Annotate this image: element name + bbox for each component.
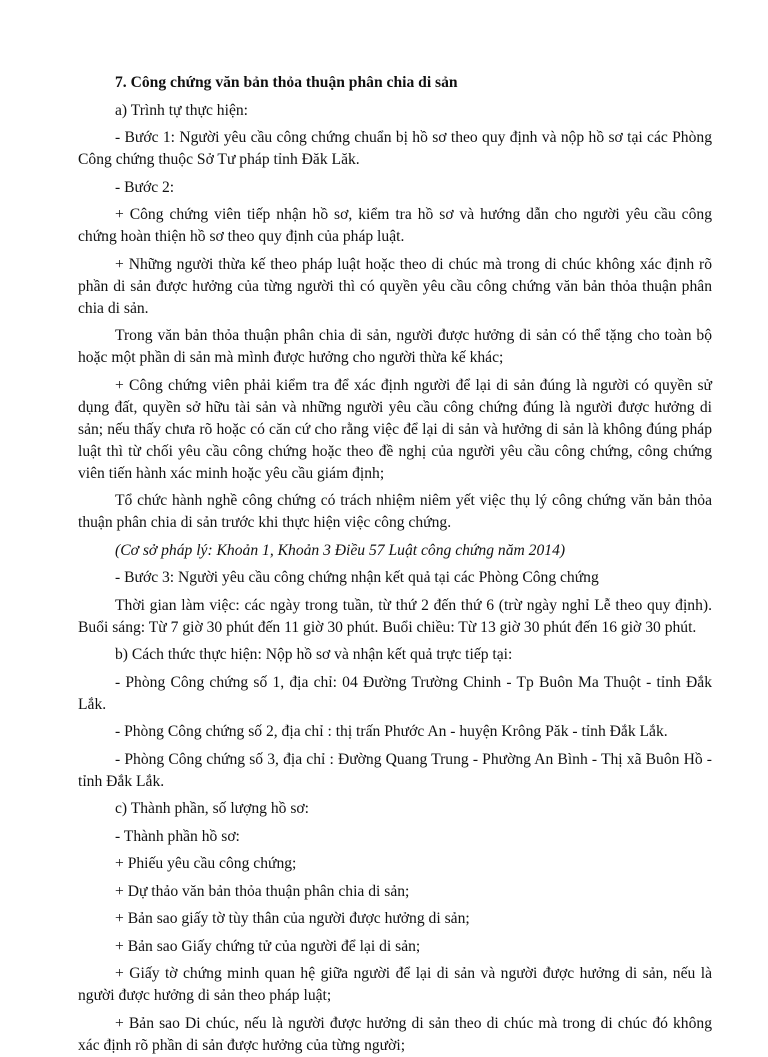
office-2-address: - Phòng Công chứng số 2, địa chỉ : thị trấn Phước An - huyện Krông Păk - tỉnh Đắk Lắk. xyxy=(115,723,668,740)
subsection-b-heading: b) Cách thức thực hiện: Nộp hồ sơ và nhận kết quả trực tiếp tại: xyxy=(115,646,513,663)
step-2-heading: - Bước 2: xyxy=(115,178,175,196)
dossier-item-death-certificate: + Bản sao Giấy chứng tử của người để lại di sản; xyxy=(115,937,421,955)
working-hours-paragraph: Thời gian làm việc: các ngày trong tuần, từ thứ 2 đến thứ 6 (trừ ngày nghỉ Lễ theo quy định). Buổi sáng: Từ 7 giờ 30 phút đến 11 giờ 30 phút. Buổi chiều: Từ 13 giờ 30 phút đến 16 giờ 30 phút. xyxy=(78,596,712,636)
dossier-item-request-form: + Phiếu yêu cầu công chứng; xyxy=(115,855,297,872)
step-1-paragraph: - Bước 1: Người yêu cầu công chứng chuẩn bị hồ sơ theo quy định và nộp hồ sơ tại các Phòng Công chứng thuộc Sở Tư pháp tỉnh Đăk Lăk. xyxy=(78,129,712,168)
dossier-components-heading: - Thành phần hồ sơ: xyxy=(115,827,240,845)
dossier-item-relationship-proof: + Giấy tờ chứng minh quan hệ giữa người để lại di sản và người được hưởng di sản, nếu là người được hưởng di sản theo pháp luật; xyxy=(78,965,712,1004)
dossier-item-will-copy: + Bản sao Di chúc, nếu là người được hưởng di sản theo di chúc mà trong di chúc đó không xác định rõ phần di sản được hưởng của từng người; xyxy=(78,1014,712,1054)
step-2-item-reception: + Công chứng viên tiếp nhận hồ sơ, kiểm tra hồ sơ và hướng dẫn cho người yêu cầu công chứng hoàn thiện hồ sơ theo quy định của pháp luật. xyxy=(78,206,712,245)
legal-basis-note: (Cơ sở pháp lý: Khoản 1, Khoản 3 Điều 57 Luật công chứng năm 2014) xyxy=(115,541,566,559)
office-1-address: - Phòng Công chứng số 1, địa chỉ: 04 Đường Trường Chinh - Tp Buôn Ma Thuột - tỉnh Đắk Lắk. xyxy=(78,673,712,713)
office-3-address: - Phòng Công chứng số 3, địa chỉ : Đường Quang Trung - Phường An Bình - Thị xã Buôn Hồ - tỉnh Đắk Lắk. xyxy=(78,750,712,790)
step-3-paragraph: - Bước 3: Người yêu cầu công chứng nhận kết quả tại các Phòng Công chứng xyxy=(115,569,599,586)
step-2-posting-paragraph: Tổ chức hành nghề công chứng có trách nhiệm niêm yết việc thụ lý công chứng văn bản thỏa thuận phân chia di sản trước khi thực hiện việc công chứng. xyxy=(78,492,712,531)
dossier-item-draft-agreement: + Dự thảo văn bản thỏa thuận phân chia di sản; xyxy=(115,882,410,900)
step-2-item-verification: + Công chứng viên phải kiểm tra để xác định người để lại di sản đúng là người có quyền sử dụng đất, quyền sở hữu tài sản và những người yêu cầu công chứng đúng là người được hưởng di sản; nếu thấy chưa rõ hoặc có căn cứ cho rằng việc để lại di sản và hưởng di sản là không đúng pháp luật thì từ chối yêu cầu công chứng hoặc theo đề nghị của người yêu cầu công chứng, công chứng viên tiến hành xác minh hoặc yêu cầu giám định; xyxy=(78,376,712,482)
step-2-item-heirs: + Những người thừa kế theo pháp luật hoặc theo di chúc mà trong di chúc không xác định rõ phần di sản được hưởng của từng người thì có quyền yêu cầu công chứng văn bản thỏa thuận phân chia di sản. xyxy=(78,255,712,317)
section-heading: 7. Công chứng văn bản thỏa thuận phân chia di sản xyxy=(115,74,458,91)
step-2-gift-paragraph: Trong văn bản thỏa thuận phân chia di sản, người được hưởng di sản có thể tặng cho toàn bộ hoặc một phần di sản mà mình được hưởng cho người thừa kế khác; xyxy=(78,327,712,366)
dossier-item-id-copy: + Bản sao giấy tờ tùy thân của người được hưởng di sản; xyxy=(115,910,470,927)
subsection-c-heading: c) Thành phần, số lượng hồ sơ: xyxy=(115,800,310,817)
subsection-a-heading: a) Trình tự thực hiện: xyxy=(115,101,248,119)
